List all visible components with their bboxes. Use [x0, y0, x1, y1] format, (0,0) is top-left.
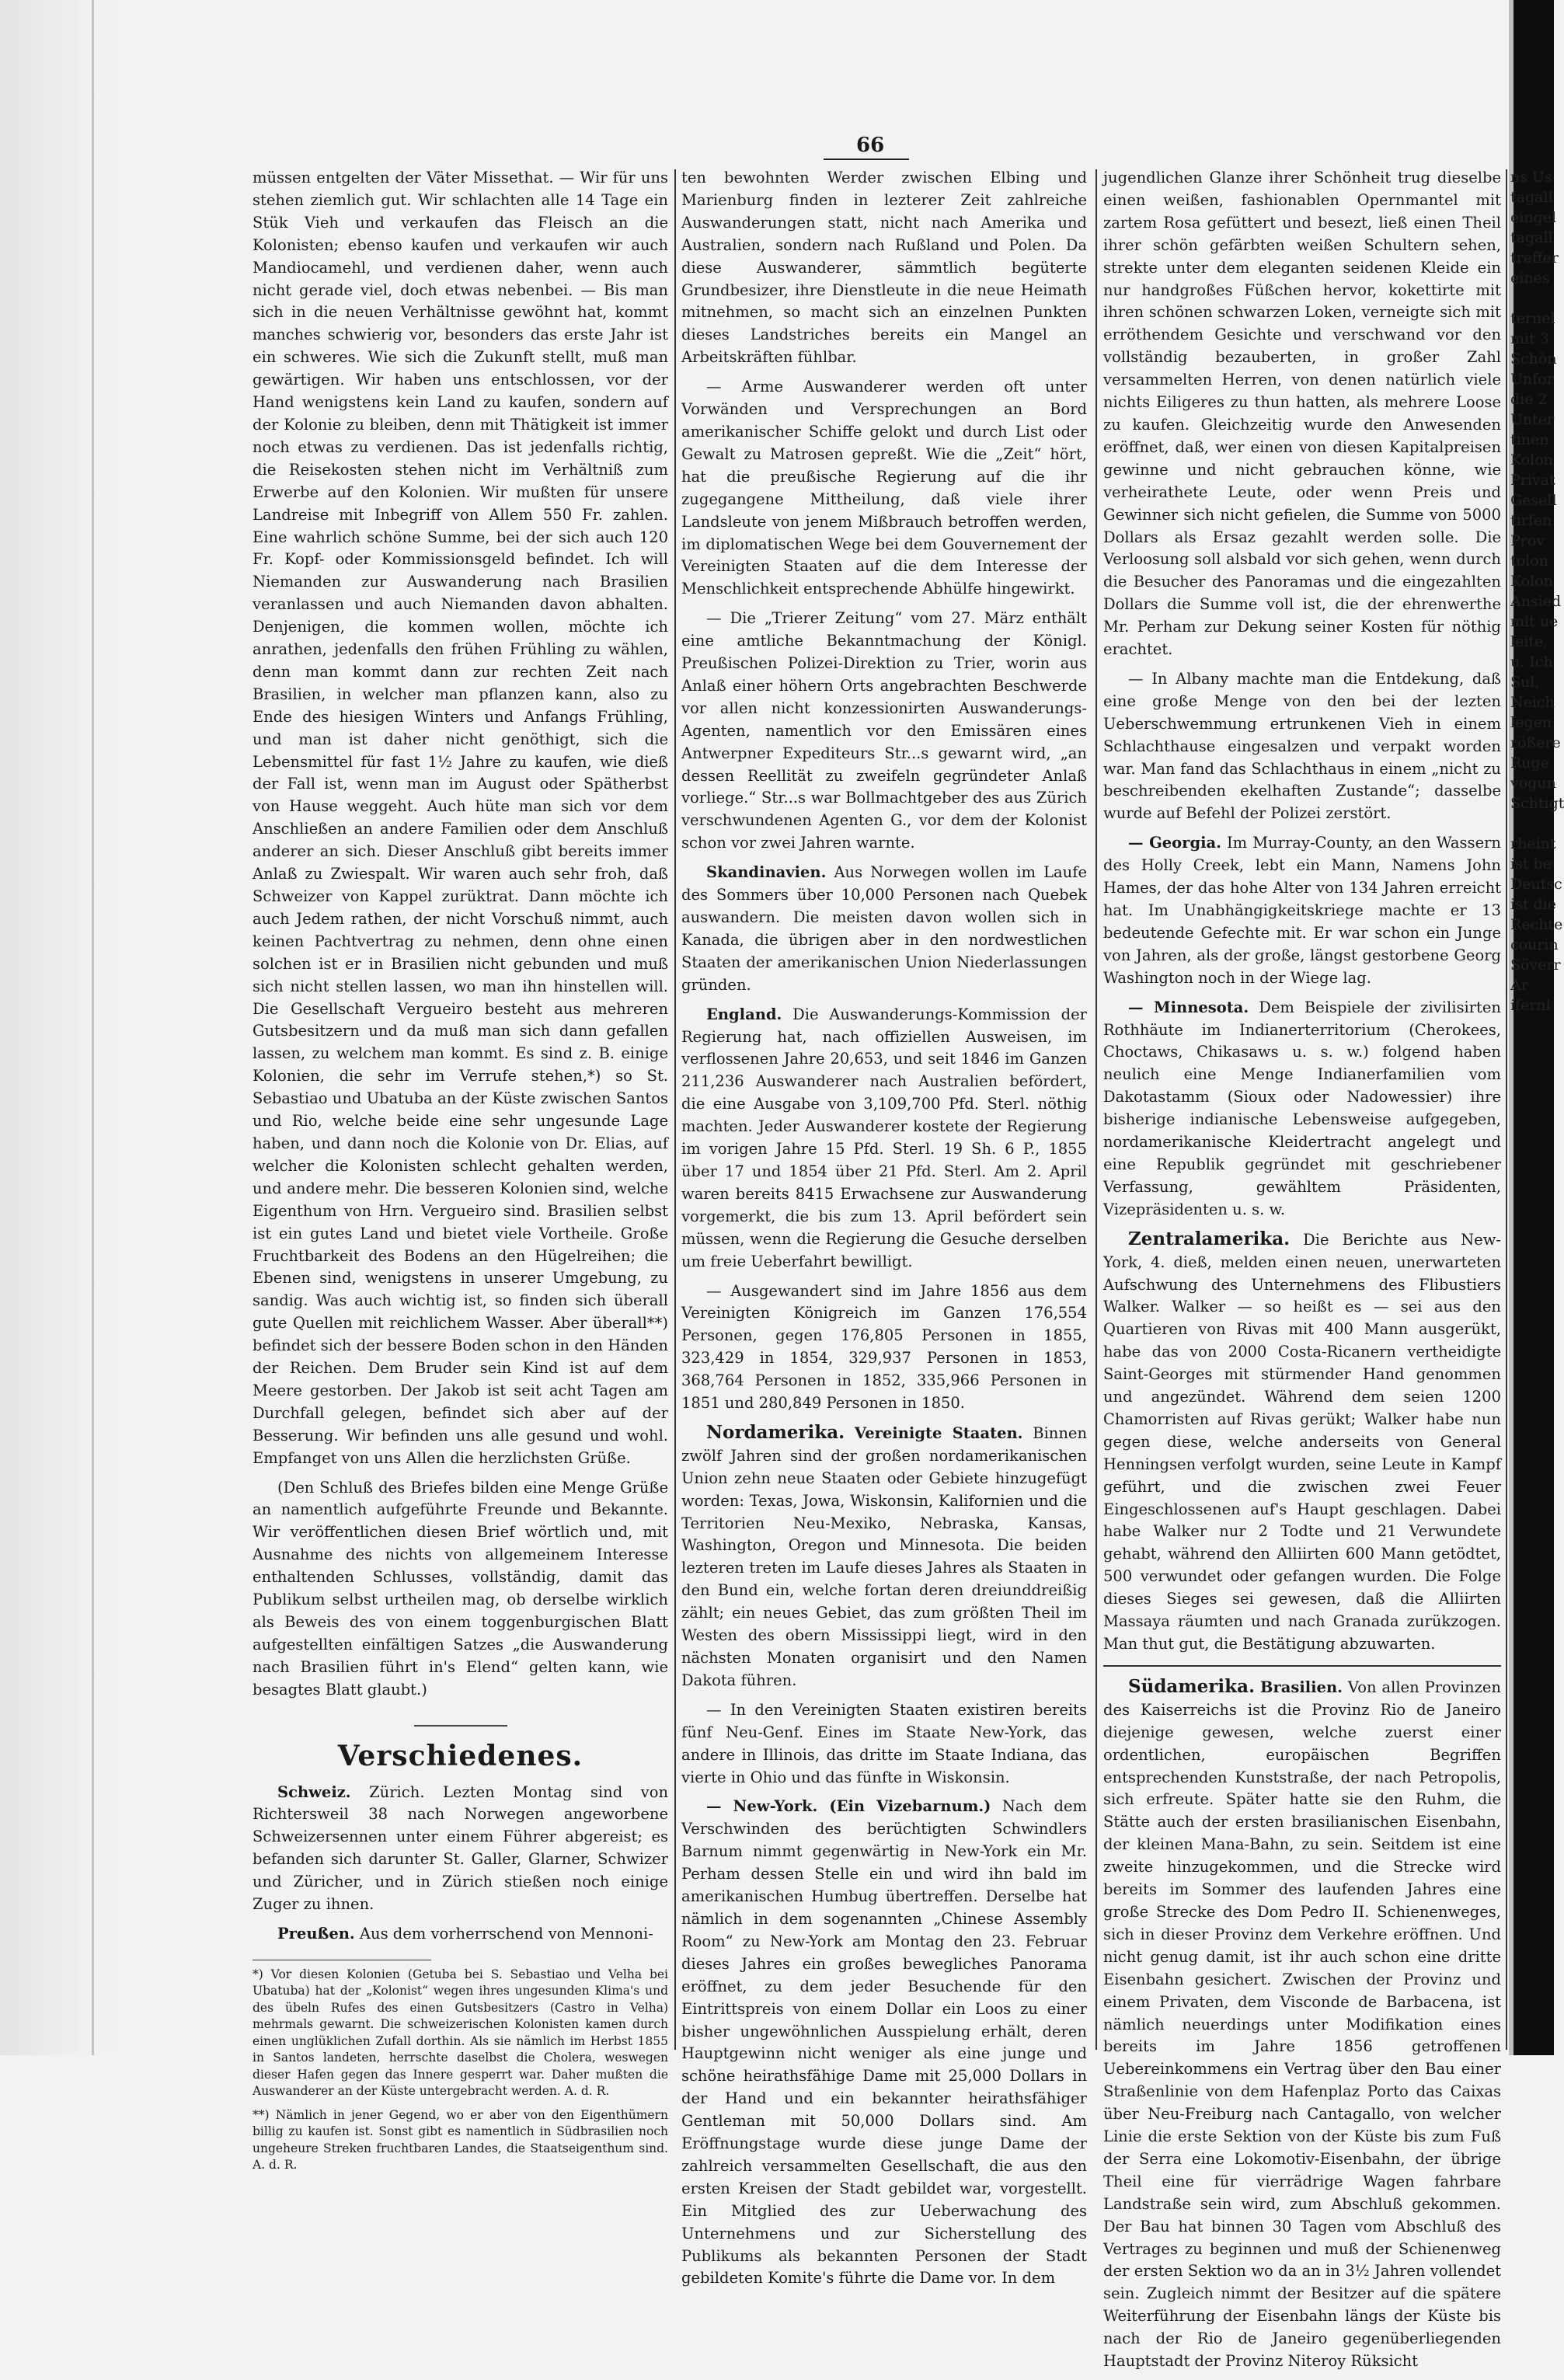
- cutoff-line: die 2: [1510, 391, 1548, 408]
- article-label: — Minnesota.: [1128, 998, 1249, 1016]
- column-2: [681, 167, 1087, 2297]
- article-skandinavien: [681, 862, 1087, 996]
- article-text: Aus dem vorherrschend von Mennoni-: [359, 1924, 653, 1943]
- cutoff-line: mit 3: [1510, 330, 1549, 347]
- cutoff-line: ifernl: [1510, 997, 1551, 1014]
- column-divider: [1506, 169, 1507, 2050]
- article-text: Im Murray-County, an den Wassern des Holly Creek, lebt ein Mann, Namens John Hames, der das hohe Alter von 134 Jahren erreicht hat. Im Unabhängigkeitskriege machte er 13 bedeutende Gefechte mit. Er war schon ein Junge von Jahren, als der große, längst gestorbene Georg Washington noch in der Wiege lag.: [1103, 834, 1501, 987]
- cutoff-line: eines: [1510, 270, 1550, 287]
- article-text: Die Auswanderungs-Kommission der Regierung hat, nach offiziellen Ausweisen, im verflossenen Jahre 20,653, und seit 1846 im Ganzen 211,236 Auswanderer nach Australien befördert, die eine Ausgabe von 3,109,700 Pfd. Sterl. nöthig machten. Jeder Auswanderer kostete der Regierung im vorigen Jahre 15 Pfd. Sterl. 19 Sh. 6 P., 1855 über 17 und 1854 über 21 Pfd. Sterl. Am 2. April waren bereits 8415 Erwachsene zur Auswanderung vorgemerkt, die bis zum 13. April befördert sein müssen, wenn die Regierung die Gesuche derselben um freie Ueberfahrt bewilligt.: [681, 1005, 1087, 1270]
- article-text: — Die „Trierer Zeitung“ vom 27. März enthält eine amtliche Bekanntmachung der Königl. Preußischen Polizei-Direktion zu Trier, worin aus Anlaß einer höhern Orts angebrachten Beschwerde vor allen nicht konzessionirten Auswanderungs-Agenten, namentlich vor den Emissären eines Antwerpner Expediteurs Str...s gewarnt wird, „an dessen Reellität zu zweifeln gegründeter Anlaß vorliege.“ Str...s war Bollmachtgeber des aus Zürich verschwundenen Agenten G., vor dem der Kolonist schon vor zwei Jahren warnte.: [681, 609, 1087, 852]
- article-sublabel: Vereinigte Staaten.: [854, 1423, 1023, 1442]
- section-title: Verschiedenes.: [337, 1739, 583, 1772]
- article-schweiz: [253, 1782, 668, 1916]
- article-text: Aus Norwegen wollen im Laufe des Sommers über 10,000 Personen nach Quebek auswandern. Die meisten davon wollen sich in Kanada, die übrigen aber in den nordwestlichen Staaten der amerikanischen Union Niederlassungen gründen.: [681, 863, 1087, 994]
- cutoff-line: ternel: [1510, 310, 1555, 327]
- cutoff-line: tinen: [1510, 431, 1549, 448]
- cutoff-line: Prov: [1510, 532, 1545, 549]
- scan-binding-line: [92, 0, 94, 2055]
- article-label: — Georgia.: [1128, 834, 1221, 852]
- cutoff-line: [1510, 814, 1549, 834]
- cutoff-line: treffer: [1510, 249, 1559, 267]
- cutoff-line: tagall: [1510, 229, 1553, 246]
- article-label: Nordamerika.: [706, 1421, 845, 1443]
- cutoff-line: ist be: [1510, 855, 1552, 873]
- cutoff-line: Schön: [1510, 350, 1557, 368]
- article-new-york: [681, 1796, 1087, 2290]
- article-label: Schweiz.: [277, 1782, 351, 1801]
- section-rule: [414, 1725, 507, 1727]
- article-preussen: [253, 1923, 668, 1946]
- article-text: Zürich. Lezten Montag sind von Richtersweil 38 nach Norwegen angeworbene Schweizersennen unter einem Führer abgereist; es befanden sich darunter St. Galler, Glarner, Schwizer und Züricher, und in Zürich stießen noch einige Zuger zu ihnen.: [253, 1782, 668, 1914]
- column-divider: [1095, 169, 1097, 2050]
- article-text: — Ausgewandert sind im Jahre 1856 aus dem Vereinigten Königreich im Ganzen 176,554 Personen, gegen 176,805 Personen in 1855, 323,429 in 1854, 329,937 Personen in 1853, 368,764 Personen in 1852, 335,966 Personen in 1851 und 280,849 Personen in 1850.: [681, 1281, 1087, 1413]
- cutoff-line: Sul,: [1510, 674, 1540, 691]
- footnote-1: *) Vor diesen Kolonien (Getuba bei S. Sebastiao und Velha bei Ubatuba) hat der „Kolonist“ wegen ihres ungesunden Klima's und des übeln Rufes des einen Gutsbesitzers (Castro in Velha) mehrmals gewarnt. Die schweizerischen Kolonisten kamen durch einen unglüklichen Zufall dorthin. Als sie nämlich im Herbst 1855 in Santos landeten, herrschte daselbst die Cholera, weswegen dieser Hafen gegen das Innere gesperrt war. Daher mußten die Auswanderer an der Küste untergebracht werden. A. d. R.: [253, 1967, 668, 2099]
- cutoff-line: ist die: [1510, 896, 1556, 913]
- cutoff-line: Gesell: [1510, 492, 1557, 509]
- article-text: — In den Vereinigten Staaten existiren bereits fünf Neu-Genf. Eines im Staate New-York, das andere in Illinois, das dritte im Staate Indiana, das vierte in Ohio und das fünfte in Wiskonsin.: [681, 1700, 1087, 1786]
- cutoff-line: tolon: [1510, 552, 1548, 570]
- article-label: — New-York. (Ein Vizebarnum.): [706, 1797, 991, 1816]
- cutoff-line: Söverr: [1510, 957, 1561, 974]
- article-text: — Arme Auswanderer werden oft unter Vorwänden und Versprechungen an Bord amerikanischer Schiffe gelokt und durch List oder Gewalt zu Matrosen gepreßt. Wie die „Zeit“ hört, hat die preußische Regierung auf die ihr zugegangene Mittheilung, daß viele ihrer Landsleute von jenem Mißbrauch betroffen werden, im diplomatischen Wege bei dem Gouvernement der Vereinigten Staaten auf die dem Interesse der Menschlichkeit entsprechende Abhülfe hingewirkt.: [681, 378, 1087, 598]
- page-number: 66: [856, 134, 885, 157]
- cutoff-line: Unter: [1510, 411, 1555, 428]
- cutoff-line: eingel: [1510, 209, 1557, 226]
- cutoff-line: rößere: [1510, 734, 1561, 751]
- article-text: Von allen Provinzen des Kaiserreichs ist die Provinz Rio de Janeiro diejenige gewesen, welche zuerst einer ordentlichen, europäischen Begriffen entsprechenden Kunststraße, der nach Petropolis, sich erfreute. Später hatte sie den Ruhm, die Stätte auch der ersten brasilianischen Eisenbahn, der kleinen Mana-Bahn, zu sein. Seitdem ist eine zweite hinzugekommen, und die Strecke wird bereits im Sommer des laufenden Jahres eine große Strecke des Dom Pedro II. Schienenweges, sich in dieser Provinz dem Verkehre eröffnen. Und nicht genug damit, ist ihr auch schon eine dritte Eisenbahn gesichert. Zwischen der Provinz und einem Privaten, dem Visconde de Barbacena, ist nämlich neuerdings unter Modifikation eines bereits im Jahre 1856 getroffenen Uebereinkommens ein Vertrag über den Bau einer Straßenlinie von dem Hafenplaz Porto das Caixas über Neu-Freiburg nach Cantagallo, von welcher Linie die erste Sektion von der Küste bis zum Fuß der Serra eine Lokomotiv-Eisenbahn, der übrige Theil eine für vierrädrige Wagen fahrbare Landstraße sein wird, zum Abschluß gekommen. Der Bau hat binnen 30 Tagen vom Abschluß des Vertrages zu beginnen und muß der Schienenweg der ersten Sektion wo da an in 3½ Jahren vollendet sein. Zugleich nimmt der Besitzer auf die spätere Weiterführung der Eisenbahn längs der Küste bis nach der Rio de Janeiro gegenüberliegenden Hauptstadt der Provinz Niteroy Rüksicht: [1103, 1678, 1501, 2371]
- column-3: [1103, 167, 1501, 2380]
- article-label: Preußen.: [277, 1924, 355, 1943]
- cutoff-line: Rechte: [1510, 916, 1563, 933]
- article-georgia: [1103, 832, 1501, 989]
- article-text: — In Albany machte man die Entdekung, daß eine große Menge von den bei der lezten Ueberschwemmung ertrunkenen Vieh in einem Schlachthause eingesalzen und verpakt worden war. Man fand das Schlachthaus in einem „nicht zu beschreibenden ekelhaften Zustande“; dasselbe wurde auf Befehl der Polizei zerstört.: [1103, 669, 1501, 823]
- section-rule: [1103, 1665, 1501, 1667]
- cutoff-line: legen: [1510, 714, 1552, 731]
- cutoff-line: Neich: [1510, 694, 1555, 711]
- article-label: Zentralamerika.: [1128, 1228, 1291, 1249]
- cutoff-line: tirfen: [1510, 512, 1552, 529]
- cutoff-line: vogun: [1510, 775, 1556, 792]
- header-rule: [824, 159, 909, 160]
- article-label: England.: [706, 1005, 782, 1023]
- article-text: Dem Beispiele der zivilisirten Rothhäute im Indianerterritorium (Cherokees, Choctaws, Chikasaws u. s. w.) folgend haben neulich eine Menge Indianerfamilien vom Dakotastamm (Sioux oder Nadowessier) ihre bisherige indianische Lebensweise aufgegeben, nordamerikanische Kleidertracht angelegt und eine Republik gegründet mit geschriebener Verfassung, gewähltem Präsidenten, Vizepräsidenten u. s. w.: [1103, 998, 1501, 1218]
- article-zentralamerika: [1103, 1228, 1501, 1656]
- cutoff-line: rheint: [1510, 835, 1556, 852]
- column-4-cutoff: [1510, 167, 1564, 1016]
- column-divider: [674, 169, 676, 2050]
- article-label: Südamerika.: [1128, 1675, 1255, 1697]
- cutoff-line: [1510, 288, 1549, 308]
- article-text: Binnen zwölf Jahren sind der großen nordamerikanischen Union zehn neue Staaten oder Gebiete hinzugefügt worden: Texas, Jowa, Wiskonsin, Kalifornien und die Territorien Neu-Mexiko, Nebraska, Kansas, Washington, Oregon und Minnesota. Die beiden lezteren treten im Laufe dieses Jahres als Staaten in den Bund ein, welche fortan deren dreiunddreißig zählt; ein neues Gebiet, das zum größten Theil im Westen des obern Mississippi liegt, wird in den nächsten Monaten organisirt und den Namen Dakota führen.: [681, 1423, 1088, 1689]
- cutoff-line: u. Ich: [1510, 653, 1553, 671]
- cutoff-line: Ansied: [1510, 593, 1562, 610]
- cutoff-line: Ar: [1510, 977, 1528, 994]
- cutoff-line: tagall: [1510, 189, 1553, 206]
- article-text: Die Berichte aus New-York, 4. dieß, melden einen neuen, unerwarteten Aufschwung des Unternehmens des Flibustiers Walker. Walker — so heißt es — sei aus den Quartieren von Rivas mit 400 Mann ausgerükt, habe das von 2000 Costa-Ricanern vertheidigte Saint-Georges mit stürmender Hand genommen und angezündet. Während dem seien 1200 Chamorristen auf Rivas gerükt; Walker habe nun gegen diese, welche anderseits von General Henningsen verfolgt wurden, seine Leute in Kampf geführt, und die zwischen zwei Feuer Eingeschlossenen auf's Haupt geschlagen. Dabei habe Walker nur 2 Todte und 21 Verwundete gehabt, während den Alliirten 600 Mann getödtet, 500 verwundet oder gefangen wurden. Die Folge dieses Sieges sei gewesen, daß die Alliirten Massaya räumten und nach Granada zurükzogen. Man thut gut, die Bestätigung abzuwarten.: [1103, 1230, 1501, 1653]
- letter-body: müssen entgelten der Väter Missethat. — Wir für uns stehen ziemlich gut. Wir schlachten alle 14 Tage ein Stük Vieh und verkaufen das Fleisch an die Kolonisten; ebenso kaufen und verkaufen wir auch Mandiocamehl, und verdienen daher, wenn auch nicht gerade viel, doch etwas nebenbei. — Bis man sich in die neuen Verhältnisse gewöhnt hat, kommt manches schwierig vor, besonders das erste Jahr ist ein schweres. Wie sich die Zukunft stellt, muß man gewärtigen. Wir haben uns entschlossen, vor der Hand wenigstens kein Land zu kaufen, sondern auf der Kolonie zu bleiben, denn mit Thätigkeit ist immer noch etwas zu verdienen. Das ist jedenfalls richtig, die Reisekosten stehen nicht im Verhältniß zum Erwerbe auf den Kolonien. Wir mußten für unsere Landreise mit Inbegriff von Allem 550 Fr. zahlen. Eine wahrlich schöne Summe, bei der sich auch 120 Fr. Kopf- oder Kommissionsgeld befindet. Ich will Niemanden zur Auswanderung nach Brasilien veranlassen und auch Niemanden davon abhalten. Denjenigen, die kommen wollen, möchte ich anrathen, jedenfalls den frühen Frühling zu wählen, denn man kommt dann zur rechten Zeit nach Brasilien, in welcher man pflanzen kann, also zu Ende des hiesigen Winters und Anfangs Frühling, und man ist daher nicht genöthigt, sich die Lebensmittel für fast 1½ Jahre zu kaufen, wie dieß der Fall ist, wenn man im August oder Spätherbst von Hause weggeht. Auch hüte man sich vor dem Anschließen an andere Familien oder dem Anschluß anderer an sich. Dieser Anschluß gibt bereits immer Anlaß zu Zwiespalt. Wir waren auch sehr froh, daß Schweizer von Kappel zurüktrat. Dann möchte ich auch Jedem rathen, der nicht Vorschuß nimmt, auch keinen Pachtvertrag zu nehmen, denn ohne einen solchen ist er in Brasilien nicht gebunden und muß sich nicht stellen lassen, wo man ihn hinstellen will. Die Gesellschaft Vergueiro besteht aus mehreren Gutsbesitzern und da muß man sich dann gefallen lassen, zu welchem man kommt. Es sind z. B. einige Kolonien, die sehr im Verrufe stehen,*) so St. Sebastiao und Ubatuba an der Küste zwischen Santos und Rio, welche beide eine sehr ungesunde Lage haben, und dann noch die Kolonie von Dr. Elias, auf welcher die Kolonisten schlecht gehalten werden, und andere mehr. Die besseren Kolonien sind, welche Eigenthum von Hrn. Vergueiro sind. Brasilien selbst ist ein gutes Land und bietet viele Vortheile. Große Fruchtbarkeit des Bodens an den Hügelreihen; die Ebenen sind, wenigstens in unserer Umgebung, zu sandig. Was auch wichtig ist, so finden sich überall gute Quellen mit reichlichem Wasser. Aber überall**) befindet sich der bessere Boden schon in den Händen der Reichen. Dem Bruder sein Kind ist auf dem Meere gestorben. Der Jakob ist seit acht Tagen am Durchfall gelegen, befindet sich aber auf der Besserung. Wir befinden uns alle gesund und wohl. Empfanget von uns Allen die herzlichsten Grüße.: [253, 169, 668, 1467]
- cutoff-line: ns Us: [1510, 169, 1552, 186]
- article-text: ten bewohnten Werder zwischen Elbing und Marienburg finden in lezterer Zeit zahlreiche Auswanderungen statt, nicht nach Amerika und Australien, sondern nach Rußland und Polen. Da diese Auswanderer, sämmtlich begüterte Grundbesizer, ihre Dienstleute in die neue Heimath mitnehmen, so macht sich an einzelnen Punkten dieses Landstriches bereits ein Mangel an Arbeitskräften fühlbar.: [681, 169, 1087, 367]
- cutoff-line: courin: [1510, 936, 1559, 953]
- article-label: Skandinavien.: [706, 863, 827, 882]
- cutoff-line: Privat: [1510, 472, 1555, 489]
- cutoff-line: Deutsc: [1510, 876, 1562, 893]
- scan-left-margin: [0, 0, 136, 2055]
- cutoff-line: Kolon: [1510, 451, 1553, 469]
- cutoff-line: Unfor: [1510, 371, 1554, 388]
- footnote-2: **) Nämlich in jener Gegend, wo er aber von den Eigenthümern billig zu kaufen ist. Sonst gibt es namentlich in Südbrasilien noch ungeheure Streken fruchtbaren Landes, die Staatseigenthum sind. A. d. R.: [253, 2107, 668, 2173]
- column-1: [253, 167, 668, 2181]
- article-sublabel: Brasilien.: [1259, 1678, 1343, 1696]
- article-suedamerika: [1103, 1676, 1501, 2373]
- article-nordamerika: [681, 1422, 1087, 1692]
- cutoff-line: mit ue: [1510, 613, 1559, 630]
- cutoff-line: Ruge: [1510, 754, 1549, 772]
- cutoff-line: Kolon: [1510, 573, 1553, 590]
- article-text: jugendlichen Glanze ihrer Schönheit trug dieselbe einen weißen, fashionablen Opernmantel mit zartem Rosa gefüttert und besezt, ließ einen Theil ihrer schön gefärbten weißen Schultern sehen, strekte unter dem eleganten seidenen Kleide ein nur handgroßes Füßchen hervor, kokettirte mit ihren schönen schwarzen Loken, verneigte sich mit erröthendem Gesichte und verschwand vor den vollständig bezauberten, in großer Zahl versammelten Herren, von denen natürlich viele nichts Eiligeres zu thun hatten, als mehrere Loose zu kaufen. Gleichzeitig wurde den Anwesenden eröffnet, daß, wer einen von diesen Kapitalpreisen gewinne und nicht gebrauchen könne, wie verheirathete Leute, oder wenn Preis und Gewinner sich nicht gefielen, die Summe von 5000 Dollars als Ersaz gezahlt werden solle. Die Verloosung soll alsbald vor sich gehen, wenn durch die Besucher des Panoramas und die eingezahlten Dollars die Summe voll ist, die der ehrenwerthe Mr. Perham zur Dekung seiner Kosten für nöthig erachtet.: [1103, 169, 1501, 659]
- cutoff-line: leite,: [1510, 633, 1548, 650]
- article-england: [681, 1004, 1087, 1274]
- cutoff-line: Schtigt: [1510, 795, 1564, 812]
- article-minnesota: [1103, 997, 1501, 1221]
- editorial-note: (Den Schluß des Briefes bilden eine Menge Grüße an namentlich aufgeführte Freunde und Bekannte. Wir veröffentlichen diesen Brief wörtlich und, mit Ausnahme des nichts von allgemeinem Interesse enthaltenden Schlusses, vollständig, damit das Publikum selbst urtheilen mag, ob derselbe wirklich als Beweis des von einem toggenburgischen Blatt aufgestellten einfältigen Satzes „die Auswanderung nach Brasilien führt in's Elend“ gelten kann, wie besagtes Blatt glaubt.): [253, 1478, 668, 1699]
- article-text: Nach dem Verschwinden des berüchtigten Schwindlers Barnum nimmt gegenwärtig in New-York ein Mr. Perham dessen Stelle ein und wird ihn bald im amerikanischen Humbug übertreffen. Derselbe hat nämlich in dem sogenannten „Chinese Assembly Room“ zu New-York am Montag den 23. Februar dieses Jahres ein großes bewegliches Panorama eröffnet, zu dem jeder Besuchende für den Eintrittspreis von einem Dollar ein Loos zu einer bisher ungewöhnlichen Ausspielung erhält, deren Hauptgewinn nicht weniger als eine junge und schöne heirathsfähige Dame mit 25,000 Dollars in der Hand und ein bekannter heirathsfähiger Gentleman mit 50,000 Dollars sind. Am Eröffnungstage wurde diese junge Dame der zahlreich versammelten Gesellschaft, die aus den ersten Kreisen der Stadt gebildet war, vorgestellt. Ein Mitglied des zur Ueberwachung des Unternehmens und zur Sicherstellung des Publikums als bekannten Personen der Stadt gebildeten Komite's führte die Dame vor. In dem: [681, 1797, 1087, 2288]
